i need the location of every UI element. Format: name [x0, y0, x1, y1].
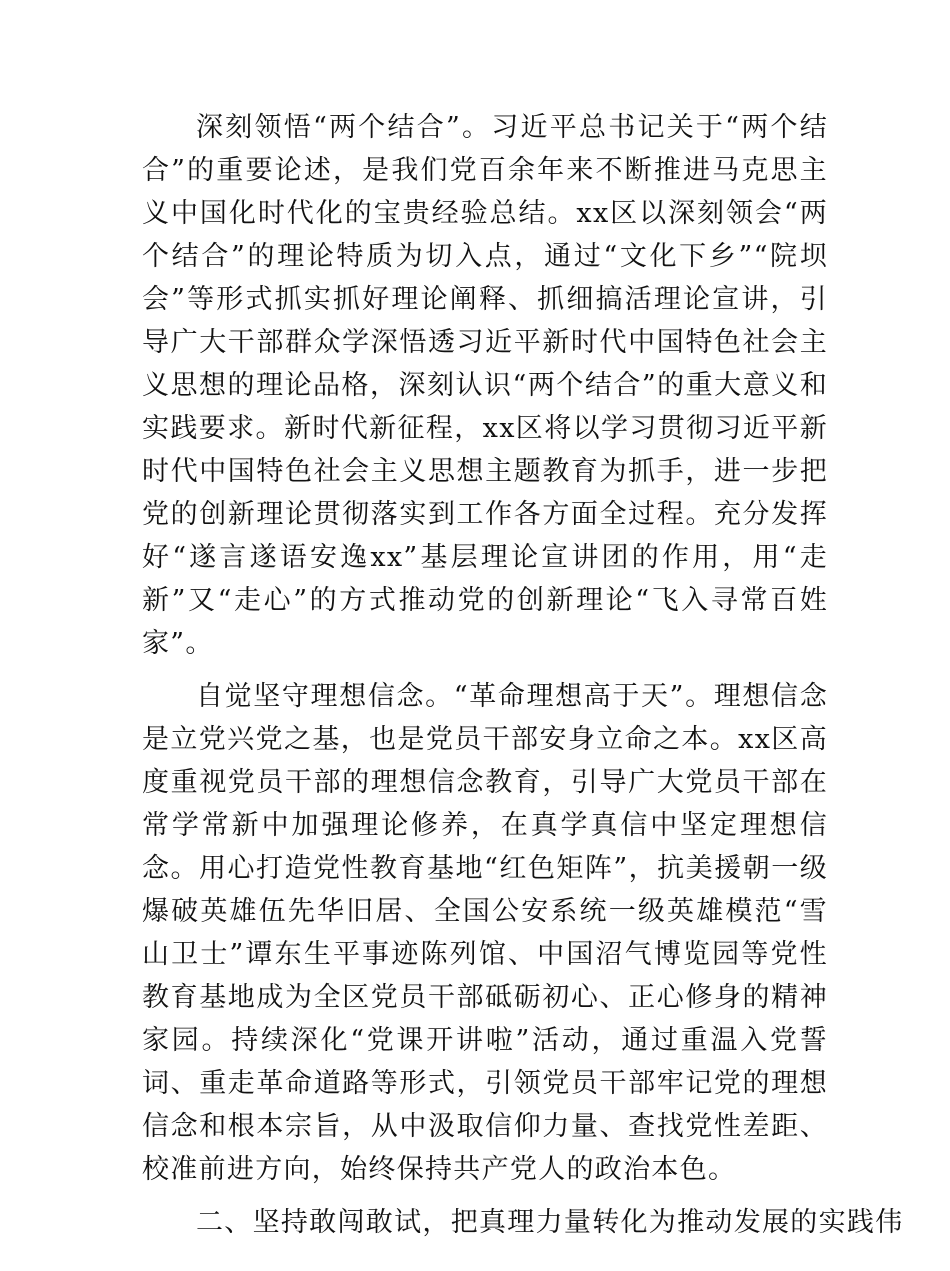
paragraph-ideals-beliefs: 自觉坚守理想信念。“革命理想高于天”。理想信念是立党兴党之基，也是党员干部安身立命之本。xx区高度重视党员干部的理想信念教育，引导广大党员干部在常学常新中加强理论修养，在真学真信中坚定理想信念。用心打造党性教育基地“红色矩阵”，抗美援朝一级爆破英雄伍先华旧居、全国公安系统一级英雄模范“雪山卫士”谭东生平事迹陈列馆、中国沼气博览园等党性教育基地成为全区党员干部砥砺初心、正心修身的精神家园。持续深化“党课开讲啦”活动，通过重温入党誓词、重走革命道路等形式，引领党员干部牢记党的理想信念和根本宗旨，从中汲取信仰力量、查找党性差距、校准前进方向，始终保持共产党人的政治本色。	[142, 681, 828, 1185]
section-heading: 二、坚持敢闯敢试，把真理力量转化为推动发展的实践伟	[196, 1207, 904, 1238]
paragraph-two-combinations: 深刻领悟“两个结合”。习近平总书记关于“两个结合”的重要论述，是我们党百余年来不断推进马克思主义中国化时代化的宝贵经验总结。xx区以深刻领会“两个结合”的理论特质为切入点，通过“文化下乡”“院坝会”等形式抓实抓好理论阐释、抓细搞活理论宣讲，引导广大干部群众学深悟透习近平新时代中国特色社会主义思想的理论品格，深刻认识“两个结合”的重大意义和实践要求。新时代新征程，xx区将以学习贯彻习近平新时代中国特色社会主义思想主题教育为抓手，进一步把党的创新理论贯彻落实到工作各方面全过程。充分发挥好“遂言遂语安逸xx”基层理论宣讲团的作用，用“走新”又“走心”的方式推动党的创新理论“飞入寻常百姓家”。	[142, 112, 828, 659]
document-body	[142, 106, 904, 1271]
